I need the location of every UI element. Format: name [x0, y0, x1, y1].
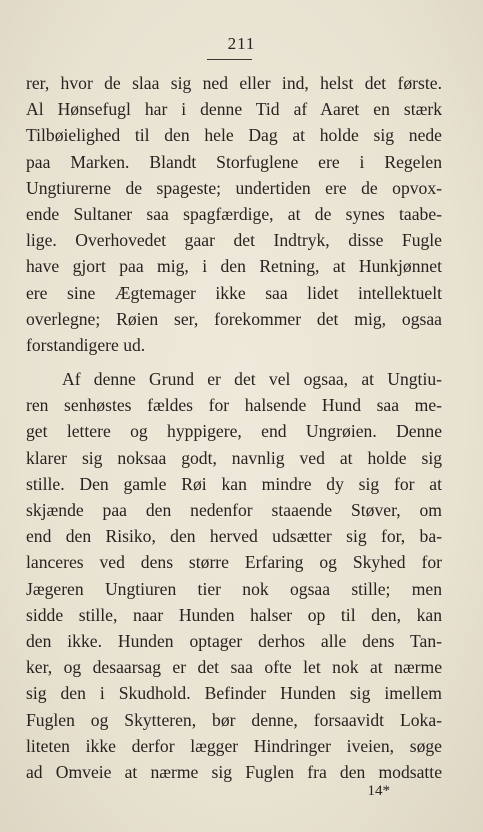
text-line: liteten ikke derfor lægger Hindringer iveien, søge — [26, 735, 442, 756]
text-line: den ikke. Hunden optager derhos alle dens Tan- — [26, 630, 442, 651]
header-rule — [207, 59, 252, 60]
page-number: 211 — [227, 34, 256, 53]
text-line: ende Sultaner saa spagfærdige, at de synes taabe- — [26, 203, 442, 224]
text-line: lanceres ved dens større Erfaring og Skyhed for — [26, 552, 442, 573]
text-line: ad Omveie at nærme sig Fuglen fra den modsatte — [26, 761, 442, 782]
text-line: get lettere og hyppigere, end Ungrøien. Denne — [26, 421, 442, 442]
text-line: paa Marken. Blandt Storfuglene ere i Regelen — [26, 151, 442, 172]
text-line: Fuglen og Skytteren, bør denne, forsaavidt Loka- — [26, 709, 442, 730]
text-line: Jægeren Ungtiuren tier nok ogsaa stille; men — [26, 578, 442, 599]
signature-mark: 14* — [367, 783, 390, 799]
text-line: lige. Overhovedet gaar det Indtryk, disse Fugle — [26, 230, 442, 251]
text-line: Al Hønsefugl har i denne Tid af Aaret en stærk — [26, 99, 442, 120]
text-line: rer, hvor de slaa sig ned eller ind, helst det første. — [26, 73, 442, 93]
text-line: Af denne Grund er det vel ogsaa, at Ungtiu- — [62, 369, 442, 390]
text-line: ren senhøstes fældes for halsende Hund saa me- — [26, 395, 442, 416]
paragraph-2 — [26, 366, 442, 785]
text-line: skjænde paa den nedenfor staaende Støver, om — [26, 500, 442, 520]
text-line: Tilbøielighed til den hele Dag at holde sig nede — [26, 125, 442, 146]
text-line: end den Risiko, den herved udsætter sig for, ba- — [26, 526, 442, 547]
text-line: stille. Den gamle Røi kan mindre dy sig for at — [26, 473, 442, 494]
paragraph-gap — [26, 358, 442, 366]
text-line: sig den i Skudhold. Befinder Hunden sig imellem — [26, 683, 442, 704]
text-line: klarer sig noksaa godt, navnlig ved at holde sig — [26, 447, 442, 468]
text-line: have gjort paa mig, i den Retning, at Hunkjønnet — [26, 256, 442, 277]
text-line: ere sine Ægtemager ikke saa lidet intellektuelt — [26, 282, 442, 303]
text-line: forstandigere ud. — [26, 334, 146, 355]
body-text — [26, 70, 442, 785]
text-line: sidde stille, naar Hunden halser op til den, kan — [26, 604, 442, 625]
text-line: overlegne; Røien ser, forekommer det mig, ogsaa — [26, 308, 442, 329]
paragraph-1 — [26, 70, 442, 358]
text-line: Ungtiurerne de spageste; undertiden ere de opvox- — [26, 177, 442, 198]
text-line: ker, og desaarsag er det saa ofte let nok at nærme — [26, 657, 442, 678]
